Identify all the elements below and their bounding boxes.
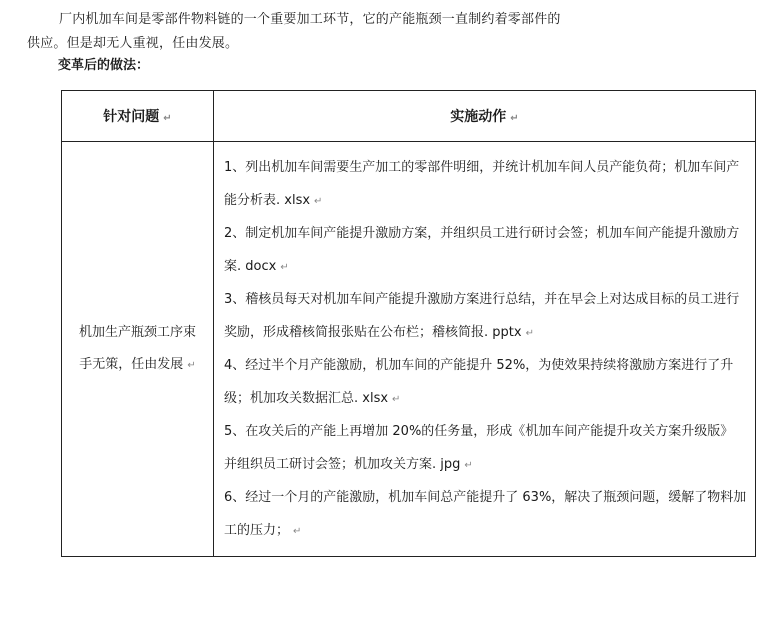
paragraph-mark-icon: ↵ [187, 359, 196, 371]
paragraph-mark-icon: ↵ [510, 113, 519, 124]
intro-line-1: 厂内机加车间是零部件物料链的一个重要加工环节，它的产能瓶颈一直制约着零部件的 [59, 12, 561, 27]
action-step-5: 5、在攻关后的产能上再增加 20%的任务量，形成《机加车间产能提升攻关方案升级版》 并组织员工研讨会签；机加攻关方案. jpg ↵ [224, 424, 734, 472]
section-subheading: 变革后的做法： [58, 58, 150, 73]
issue-cell: 机加生产瓶颈工序束手无策，任由发展 ↵ [62, 142, 214, 557]
intro-paragraph [27, 8, 747, 56]
action-step-3: 3、稽核员每天对机加车间产能提升激励方案进行总结，并在早会上对达成目标的员工进行奖励，形成稽核简报张贴在公布栏；稽核简报. pptx ↵ [224, 292, 740, 340]
intro-line-2: 供应。但是却无人重视，任由发展。 [27, 36, 239, 51]
action-step-6: 6、经过一个月的产能激励，机加车间总产能提升了 63%，解决了瓶颈问题，缓解了物料加工的压力； ↵ [224, 490, 747, 538]
action-step-1: 1、列出机加车间需要生产加工的零部件明细，并统计机加车间人员产能负荷；机加车间产能分析表. xlsx ↵ [224, 160, 740, 208]
header-action: 实施动作 ↵ [214, 91, 756, 142]
actions-cell [214, 142, 756, 557]
header-issue: 针对问题 ↵ [62, 91, 214, 142]
action-step-4: 4、经过半个月产能激励，机加车间的产能提升 52%，为使效果持续将激励方案进行了升级；机加攻关数据汇总. xlsx ↵ [224, 358, 734, 406]
table-header-row [62, 91, 756, 142]
action-step-2: 2、制定机加车间产能提升激励方案，并组织员工进行研讨会签；机加车间产能提升激励方案. docx ↵ [224, 226, 740, 274]
table-row [62, 142, 756, 557]
action-plan-table [61, 90, 756, 557]
paragraph-mark-icon: ↵ [163, 113, 172, 124]
